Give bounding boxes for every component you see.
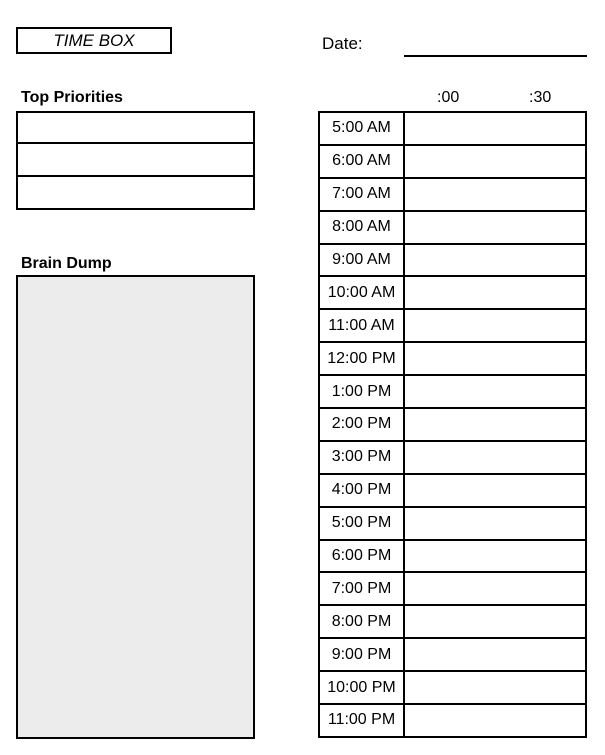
- time-slot-cell[interactable]: [405, 606, 585, 637]
- time-slot-cell[interactable]: [405, 573, 585, 604]
- schedule-row: [320, 407, 585, 440]
- time-label: 10:00 PM: [320, 672, 405, 703]
- time-label: 7:00 AM: [320, 179, 405, 210]
- time-slot-cell[interactable]: [405, 508, 585, 539]
- schedule-grid: [318, 111, 587, 738]
- time-label: 5:00 AM: [320, 113, 405, 144]
- schedule-row: [320, 670, 585, 703]
- time-label: 4:00 PM: [320, 475, 405, 506]
- schedule-row: [320, 571, 585, 604]
- column-header-00: :00: [437, 89, 460, 106]
- time-label: 10:00 AM: [320, 277, 405, 308]
- top-priorities-list: [16, 111, 255, 210]
- schedule-row: [320, 703, 585, 736]
- time-slot-cell[interactable]: [405, 376, 585, 407]
- schedule-row: [320, 210, 585, 243]
- time-slot-cell[interactable]: [405, 705, 585, 736]
- time-label: 8:00 AM: [320, 212, 405, 243]
- time-label: 6:00 AM: [320, 146, 405, 177]
- time-label: 9:00 PM: [320, 639, 405, 670]
- time-slot-cell[interactable]: [405, 409, 585, 440]
- schedule-row: [320, 374, 585, 407]
- schedule-row: [320, 113, 585, 144]
- priority-row[interactable]: [16, 111, 255, 144]
- time-slot-cell[interactable]: [405, 179, 585, 210]
- column-header-30: :30: [529, 89, 552, 106]
- time-label: 3:00 PM: [320, 442, 405, 473]
- time-slot-cell[interactable]: [405, 343, 585, 374]
- time-slot-cell[interactable]: [405, 146, 585, 177]
- brain-dump-area[interactable]: [16, 275, 255, 739]
- schedule-row: [320, 637, 585, 670]
- top-priorities-label: Top Priorities: [21, 89, 123, 106]
- time-slot-cell[interactable]: [405, 639, 585, 670]
- schedule-row: [320, 308, 585, 341]
- priority-row[interactable]: [16, 144, 255, 177]
- time-slot-cell[interactable]: [405, 672, 585, 703]
- brain-dump-label: Brain Dump: [21, 255, 112, 272]
- time-slot-cell[interactable]: [405, 277, 585, 308]
- schedule-row: [320, 440, 585, 473]
- time-slot-cell[interactable]: [405, 113, 585, 144]
- time-label: 7:00 PM: [320, 573, 405, 604]
- time-label: 12:00 PM: [320, 343, 405, 374]
- priority-row[interactable]: [16, 177, 255, 210]
- time-slot-cell[interactable]: [405, 212, 585, 243]
- time-label: 2:00 PM: [320, 409, 405, 440]
- schedule-row: [320, 506, 585, 539]
- time-slot-cell[interactable]: [405, 442, 585, 473]
- time-slot-cell[interactable]: [405, 475, 585, 506]
- schedule-row: [320, 144, 585, 177]
- schedule-row: [320, 177, 585, 210]
- schedule-row: [320, 539, 585, 572]
- page-title: TIME BOX: [16, 27, 172, 54]
- schedule-row: [320, 473, 585, 506]
- time-label: 5:00 PM: [320, 508, 405, 539]
- time-slot-cell[interactable]: [405, 310, 585, 341]
- date-field-line[interactable]: [404, 55, 587, 57]
- time-label: 6:00 PM: [320, 541, 405, 572]
- schedule-row: [320, 341, 585, 374]
- schedule-row: [320, 243, 585, 276]
- time-slot-cell[interactable]: [405, 245, 585, 276]
- time-label: 11:00 PM: [320, 705, 405, 736]
- schedule-row: [320, 275, 585, 308]
- schedule-row: [320, 604, 585, 637]
- time-label: 9:00 AM: [320, 245, 405, 276]
- time-label: 11:00 AM: [320, 310, 405, 341]
- date-label: Date:: [322, 34, 363, 53]
- time-label: 8:00 PM: [320, 606, 405, 637]
- time-slot-cell[interactable]: [405, 541, 585, 572]
- time-label: 1:00 PM: [320, 376, 405, 407]
